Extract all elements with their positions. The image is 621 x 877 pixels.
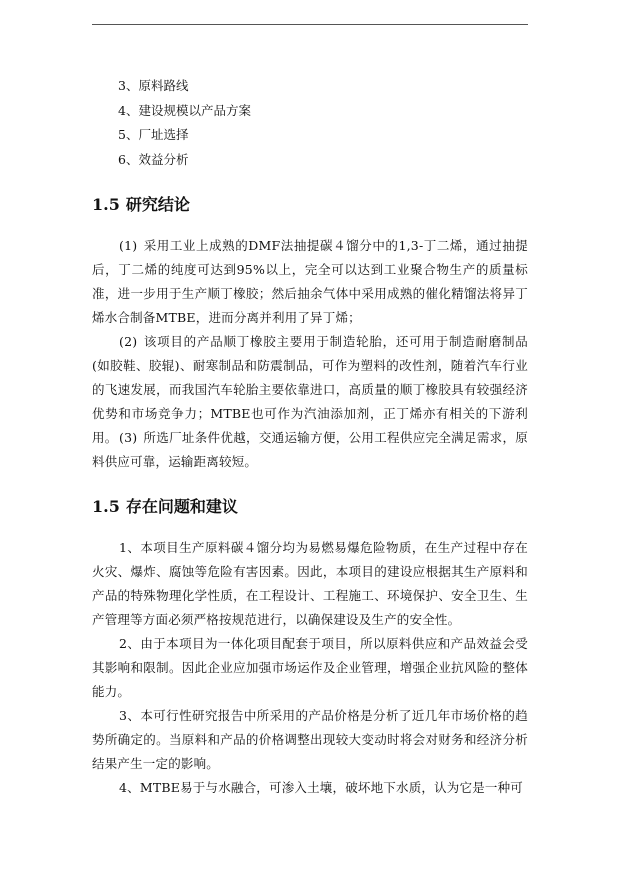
paragraph-text: 所选厂址条件优越，交通运输方便，公用工程供应完全满足需求，原料供应可靠，运输距离较短。 [92, 430, 528, 469]
paragraph-text: 该项目的产品顺丁橡胶主要用于制造轮胎，还可用于制造耐磨制品(如胶鞋、胶辊)、耐寒制品和防震制品，可作为塑料的改性剂，随着汽车行业的飞速发展，而我国汽车轮胎主要依靠进口，高质量的顺丁橡胶具有较强经济优势和市场竞争力；MTBE也可作为汽油添加剂，正丁烯亦有相关的下游利用。 [92, 334, 528, 445]
problems-paragraph-4: 4、MTBE易于与水融合，可渗入土壤，破坏地下水质，认为它是一种可 [119, 780, 524, 795]
section-title: 存在问题和建议 [125, 497, 238, 516]
problems-paragraph-2: 2、由于本项目为一体化项目配套于项目，所以原料供应和产品效益会受其影响和限制。因此企业应加强市场运作及企业管理，增强企业抗风险的整体能力。 [92, 636, 528, 699]
section-number: 1.5 [92, 195, 120, 214]
section-number: 1.5 [92, 497, 120, 516]
list-item: 6、效益分析 [118, 151, 189, 167]
conclusion-paragraph-3 [92, 426, 528, 474]
section-heading-problems [92, 494, 238, 517]
list-item: 4、建设规模以产品方案 [118, 102, 251, 118]
problems-paragraph-3: 3、本可行性研究报告中所采用的产品价格是分析了近几年市场价格的趋势所确定的。当原料和产品的价格调整出现较大变动时将会对财务和经济分析结果产生一定的影响。 [92, 708, 528, 771]
paragraph-marker: (2) [119, 334, 138, 349]
paragraph-marker: (1) [119, 238, 138, 253]
conclusion-paragraph-1 [92, 234, 528, 330]
section-title: 研究结论 [125, 195, 190, 214]
paragraph-text: 采用工业上成熟的DMF法抽提碳４馏分中的1,3-丁二烯，通过抽提后，丁二烯的纯度可达到95%以上，完全可以达到工业聚合物生产的质量标准，进一步用于生产顺丁橡胶；然后抽余气体中采用成熟的催化精馏法将异丁烯水合制备MTBE，进而分离并利用了异丁烯； [92, 238, 528, 325]
header-rule [92, 24, 528, 25]
list-item: 3、原料路线 [118, 78, 189, 93]
problems-paragraph-1: 1、本项目生产原料碳４馏分均为易燃易爆危险物质，在生产过程中存在火灾、爆炸、腐蚀等危险有害因素。因此，本项目的建设应根据其生产原料和产品的特殊物理化学性质，在工程设计、工程施工、环境保护、安全卫生、生产管理等方面必须严格按规范进行，以确保建设及生产的安全性。 [92, 540, 528, 627]
paragraph-marker: (3) [119, 430, 138, 445]
list-item: 5、厂址选择 [118, 127, 189, 142]
section-heading-conclusion [92, 192, 190, 215]
outline-list [118, 74, 251, 172]
